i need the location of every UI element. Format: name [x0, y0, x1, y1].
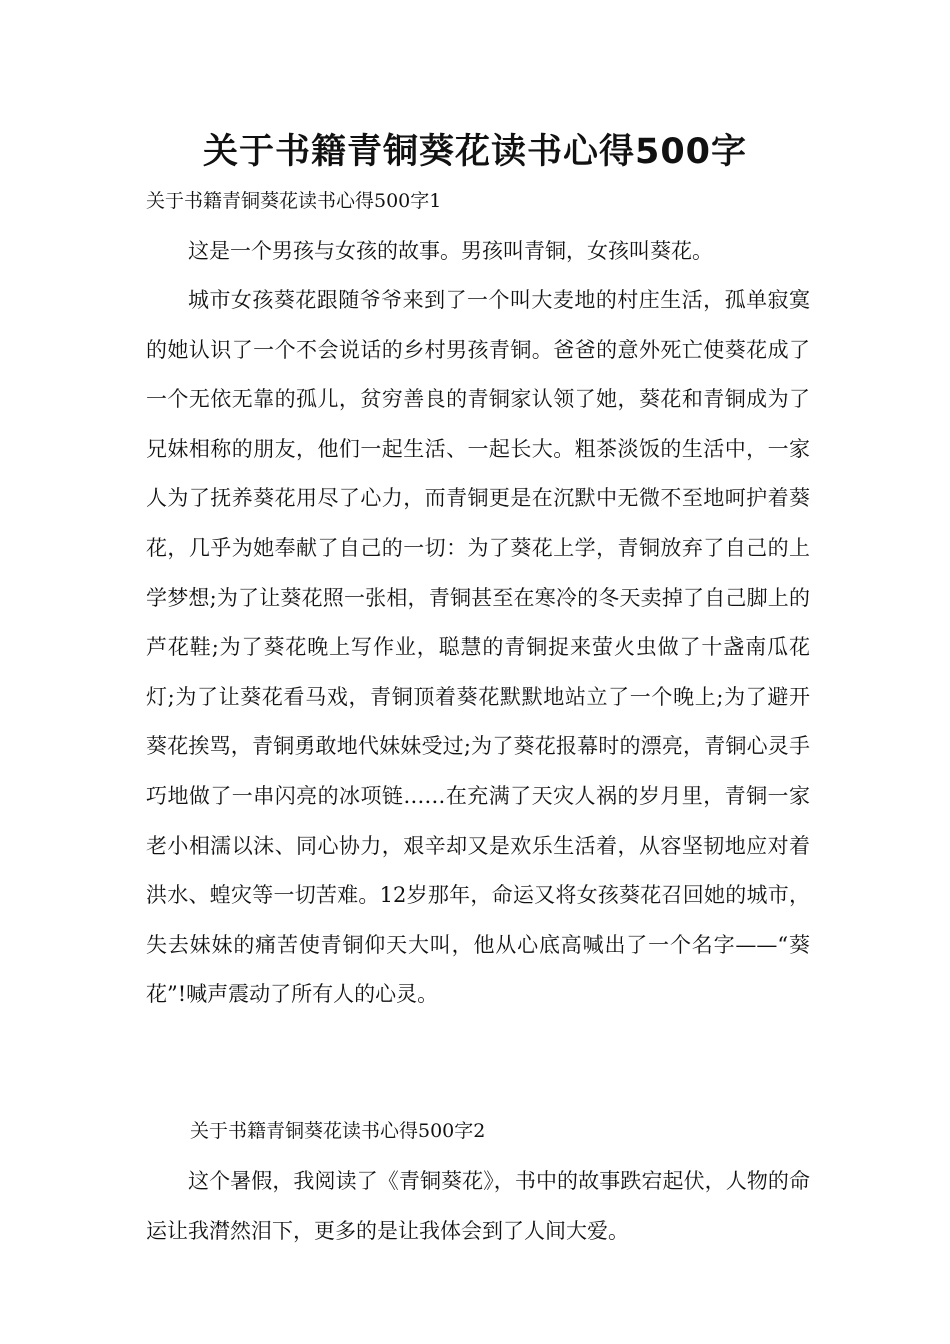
paragraph-2: 城市女孩葵花跟随爷爷来到了一个叫大麦地的村庄生活，孤单寂寞的她认识了一个不会说话的乡村男孩青铜。爸爸的意外死亡使葵花成了一个无依无靠的孤儿，贫穷善良的青铜家认领了她，葵花和青铜成为了兄妹相称的朋友，他们一起生活、一起长大。粗茶淡饭的生活中，一家人为了抚养葵花用尽了心力，而青铜更是在沉默中无微不至地呵护着葵花，几乎为她奉献了自己的一切：为了葵花上学，青铜放弃了自己的上学梦想;为了让葵花照一张相，青铜甚至在寒冷的冬天卖掉了自己脚上的芦花鞋;为了葵花晚上写作业，聪慧的青铜捉来萤火虫做了十盏南瓜花灯;为了让葵花看马戏，青铜顶着葵花默默地站立了一个晚上;为了避开葵花挨骂，青铜勇敢地代妹妹受过;为了葵花报幕时的漂亮，青铜心灵手巧地做了一串闪亮的冰项链……在充满了天灾人祸的岁月里，青铜一家老小相濡以沫、同心协力，艰辛却又是欢乐生活着，从容坚韧地应对着洪水、蝗灾等一切苦难。12岁那年，命运又将女孩葵花召回她的城市，失去妹妹的痛苦使青铜仰天大叫，他从心底高喊出了一个名字——“葵花”!喊声震动了所有人的心灵。 — [146, 288, 810, 1007]
paragraph-3: 这个暑假，我阅读了《青铜葵花》，书中的故事跌宕起伏，人物的命运让我潸然泪下，更多的是让我体会到了人间大爱。 — [146, 1169, 810, 1243]
section-2-heading: 关于书籍青铜葵花读书心得500字2 — [190, 1120, 486, 1142]
section-1-heading: 关于书籍青铜葵花读书心得500字1 — [146, 190, 442, 212]
document-title: 关于书籍青铜葵花读书心得500字 — [202, 132, 748, 172]
paragraph-1: 这是一个男孩与女孩的故事。男孩叫青铜，女孩叫葵花。 — [188, 239, 713, 263]
